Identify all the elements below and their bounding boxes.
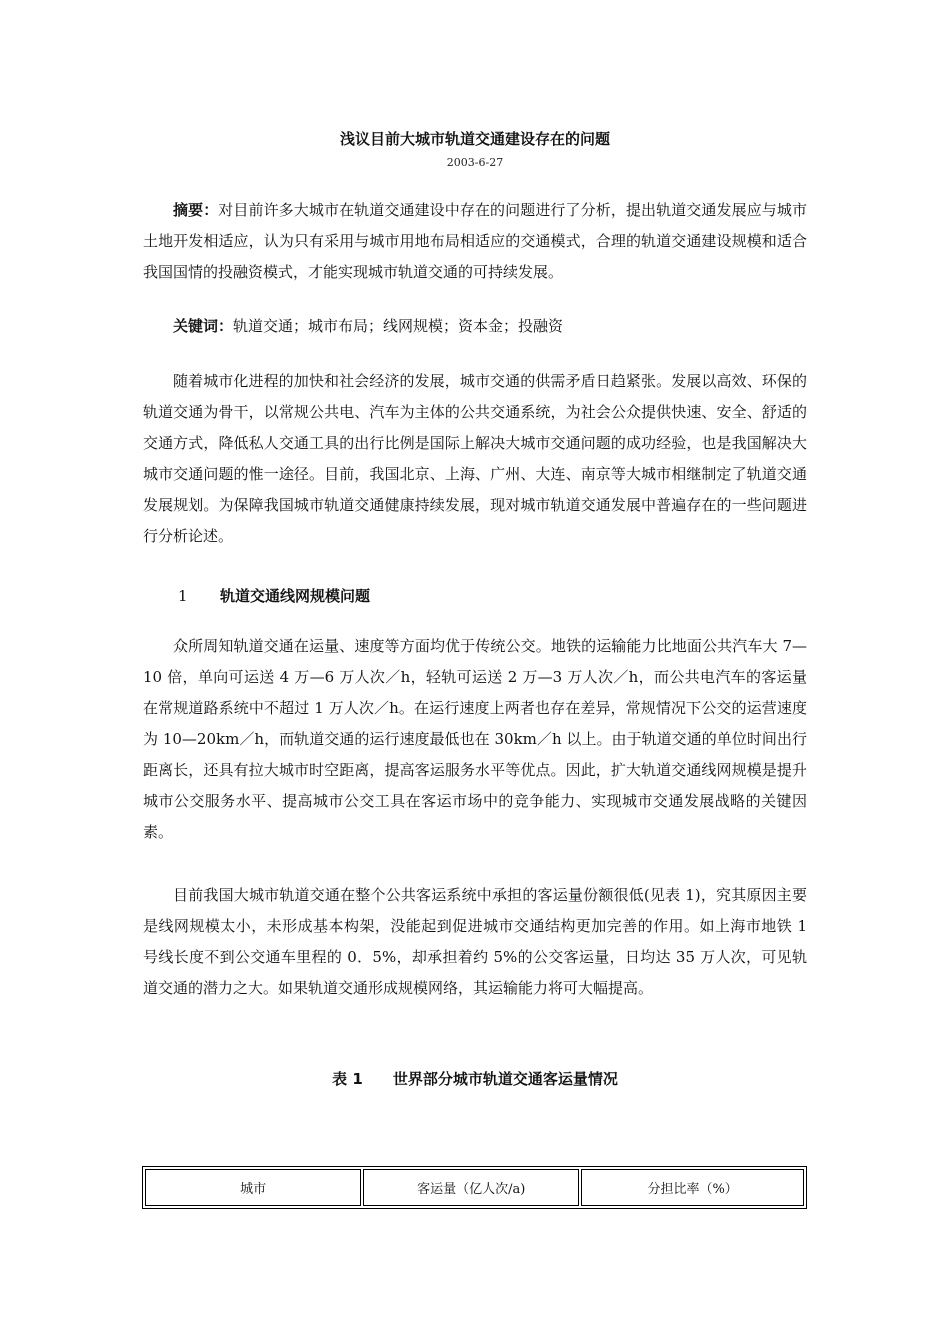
passenger-volume-table [142, 1166, 807, 1209]
abstract-label: 摘要： [173, 201, 219, 219]
table-header-share: 分担比率（%） [581, 1169, 804, 1206]
section-heading [178, 585, 370, 606]
keywords-paragraph [143, 311, 807, 342]
table-caption-number: 表 1 [332, 1070, 363, 1088]
table-caption-title: 世界部分城市轨道交通客运量情况 [392, 1070, 618, 1088]
keywords-text: 轨道交通；城市布局；线网规模；资本金；投融资 [233, 317, 564, 335]
document-title: 浅议目前大城市轨道交通建设存在的问题 [339, 130, 610, 148]
table-caption [0, 1068, 950, 1089]
intro-paragraph: 随着城市化进程的加快和社会经济的发展，城市交通的供需矛盾日趋紧张。发展以高效、环保的轨道交通为骨干，以常规公共电、汽车为主体的公共交通系统，为社会公众提供快速、安全、舒适的交通方式，降低私人交通工具的出行比例是国际上解决大城市交通问题的成功经验，也是我国解决大城市交通问题的惟一途径。目前，我国北京、上海、广州、大连、南京等大城市相继制定了轨道交通发展规划。为保障我国城市轨道交通健康持续发展，现对城市轨道交通发展中普遍存在的一些问题进行分析论述。 [143, 372, 807, 545]
section-number: 1 [178, 587, 188, 605]
table-header-row [145, 1169, 804, 1206]
body-paragraph-3: 目前我国大城市轨道交通在整个公共客运系统中承担的客运量份额很低(见表 1)，究其原因主要是线网规模太小，未形成基本构架，没能起到促进城市交通结构更加完善的作用。如上海市地铁 1 号线长度不到公交通车里程的 0．5%，却承担着约 5%的公交客运量，日均达 35 万人次，可见轨道交通的潜力之大。如果轨道交通形成规模网络，其运输能力将可大幅提高。 [143, 886, 807, 997]
document-date: 2003-6-27 [446, 156, 504, 169]
section-title: 轨道交通线网规模问题 [220, 587, 371, 605]
body-paragraph-2: 众所周知轨道交通在运量、速度等方面均优于传统公交。地铁的运输能力比地面公共汽车大 7—10 倍，单向可运送 4 万—6 万人次／h，轻轨可运送 2 万—3 万人次／h，而公共电汽车的客运量在常规道路系统中不超过 1 万人次／h。在运行速度上两者也存在差异，常规情况下公交的运营速度为 10—20km／h，而轨道交通的运行速度最低也在 30km／h 以上。由于轨道交通的单位时间出行距离长，还具有拉大城市时空距离，提高客运服务水平等优点。因此，扩大轨道交通线网规模是提升城市公交服务水平、提高城市公交工具在客运市场中的竞争能力、实现城市交通发展战略的关键因素。 [143, 637, 807, 841]
table-header-volume: 客运量（亿人次/a) [363, 1169, 579, 1206]
abstract-text: 对目前许多大城市在轨道交通建设中存在的问题进行了分析，提出轨道交通发展应与城市土地开发相适应，认为只有采用与城市用地布局相适应的交通模式，合理的轨道交通建设规模和适合我国国情的投融资模式，才能实现城市轨道交通的可持续发展。 [143, 201, 807, 281]
keywords-label: 关键词： [173, 317, 234, 335]
table-header-city: 城市 [145, 1169, 361, 1206]
abstract-paragraph [143, 195, 807, 288]
